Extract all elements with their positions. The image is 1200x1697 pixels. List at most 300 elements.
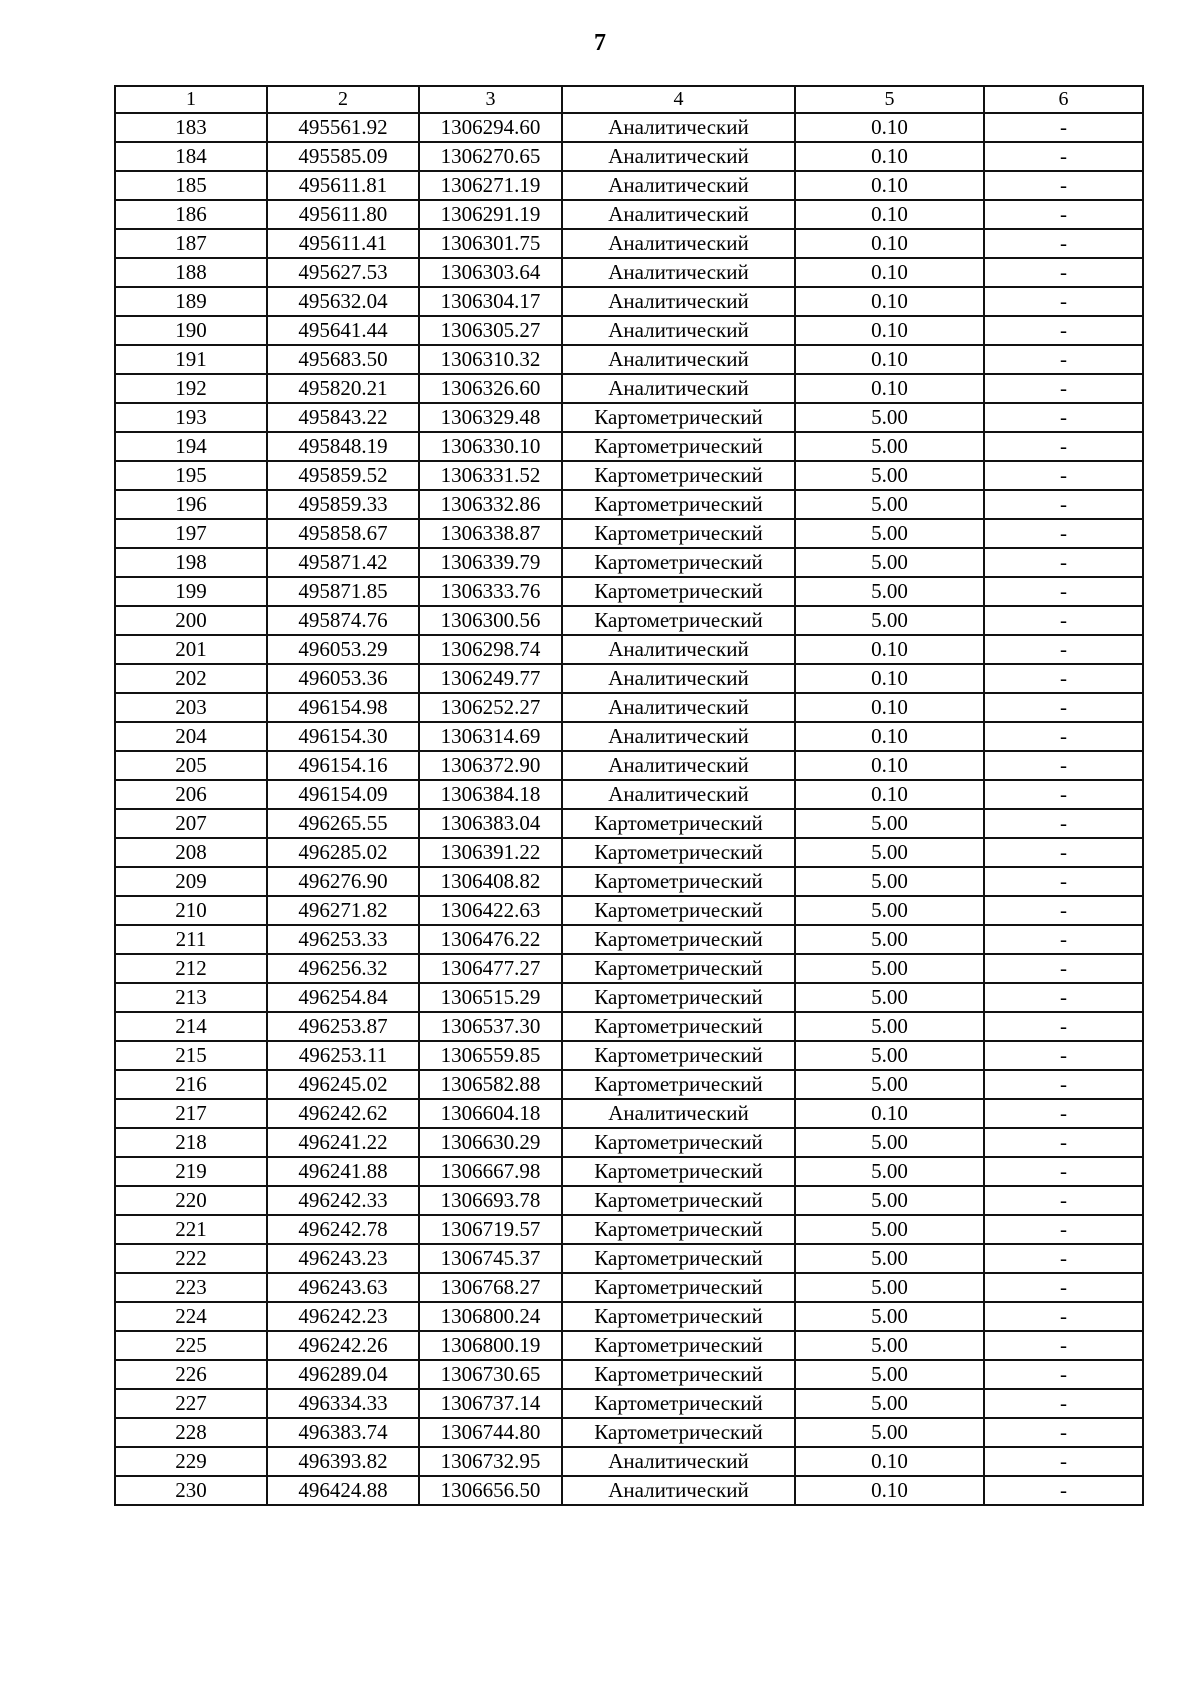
y-coordinate-cell: 1306559.85: [419, 1041, 562, 1070]
point-number-cell: 222: [115, 1244, 267, 1273]
point-number-cell: 223: [115, 1273, 267, 1302]
table-row: [115, 113, 1143, 142]
note-cell: -: [984, 1244, 1143, 1273]
x-coordinate-cell: 496154.98: [267, 693, 419, 722]
accuracy-cell: 0.10: [795, 142, 984, 171]
x-coordinate-cell: 495859.52: [267, 461, 419, 490]
accuracy-cell: 0.10: [795, 258, 984, 287]
note-cell: -: [984, 1389, 1143, 1418]
method-cell: Аналитический: [562, 316, 795, 345]
accuracy-cell: 0.10: [795, 1099, 984, 1128]
method-cell: Картометрический: [562, 577, 795, 606]
table-row: [115, 258, 1143, 287]
accuracy-cell: 5.00: [795, 1157, 984, 1186]
point-number-cell: 200: [115, 606, 267, 635]
table-row: [115, 1389, 1143, 1418]
x-coordinate-cell: 496253.87: [267, 1012, 419, 1041]
note-cell: -: [984, 1215, 1143, 1244]
accuracy-cell: 0.10: [795, 1476, 984, 1505]
x-coordinate-cell: 496241.22: [267, 1128, 419, 1157]
table-row: [115, 838, 1143, 867]
note-cell: -: [984, 1447, 1143, 1476]
method-cell: Аналитический: [562, 1476, 795, 1505]
table-row: [115, 490, 1143, 519]
method-cell: Аналитический: [562, 1447, 795, 1476]
method-cell: Картометрический: [562, 1418, 795, 1447]
column-header-1: 1: [115, 86, 267, 113]
table-row: [115, 577, 1143, 606]
method-cell: Аналитический: [562, 229, 795, 258]
table-row: [115, 374, 1143, 403]
method-cell: Картометрический: [562, 1302, 795, 1331]
method-cell: Картометрический: [562, 867, 795, 896]
x-coordinate-cell: 496289.04: [267, 1360, 419, 1389]
accuracy-cell: 5.00: [795, 1418, 984, 1447]
point-number-cell: 207: [115, 809, 267, 838]
x-coordinate-cell: 496256.32: [267, 954, 419, 983]
y-coordinate-cell: 1306332.86: [419, 490, 562, 519]
point-number-cell: 227: [115, 1389, 267, 1418]
table-row: [115, 1447, 1143, 1476]
note-cell: -: [984, 142, 1143, 171]
accuracy-cell: 5.00: [795, 1244, 984, 1273]
accuracy-cell: 5.00: [795, 1302, 984, 1331]
method-cell: Картометрический: [562, 1331, 795, 1360]
y-coordinate-cell: 1306737.14: [419, 1389, 562, 1418]
x-coordinate-cell: 496242.78: [267, 1215, 419, 1244]
point-number-cell: 217: [115, 1099, 267, 1128]
x-coordinate-cell: 496242.26: [267, 1331, 419, 1360]
accuracy-cell: 0.10: [795, 664, 984, 693]
table-row: [115, 1157, 1143, 1186]
accuracy-cell: 5.00: [795, 1215, 984, 1244]
accuracy-cell: 5.00: [795, 1186, 984, 1215]
y-coordinate-cell: 1306384.18: [419, 780, 562, 809]
method-cell: Картометрический: [562, 838, 795, 867]
y-coordinate-cell: 1306693.78: [419, 1186, 562, 1215]
method-cell: Аналитический: [562, 1099, 795, 1128]
y-coordinate-cell: 1306330.10: [419, 432, 562, 461]
column-header-2: 2: [267, 86, 419, 113]
accuracy-cell: 5.00: [795, 1012, 984, 1041]
note-cell: -: [984, 1273, 1143, 1302]
table-row: [115, 693, 1143, 722]
y-coordinate-cell: 1306719.57: [419, 1215, 562, 1244]
y-coordinate-cell: 1306732.95: [419, 1447, 562, 1476]
note-cell: -: [984, 577, 1143, 606]
x-coordinate-cell: 495843.22: [267, 403, 419, 432]
x-coordinate-cell: 496242.62: [267, 1099, 419, 1128]
y-coordinate-cell: 1306515.29: [419, 983, 562, 1012]
x-coordinate-cell: 496154.09: [267, 780, 419, 809]
accuracy-cell: 5.00: [795, 1041, 984, 1070]
y-coordinate-cell: 1306391.22: [419, 838, 562, 867]
note-cell: -: [984, 403, 1143, 432]
table-row: [115, 1476, 1143, 1505]
point-number-cell: 198: [115, 548, 267, 577]
method-cell: Аналитический: [562, 113, 795, 142]
y-coordinate-cell: 1306314.69: [419, 722, 562, 751]
note-cell: -: [984, 954, 1143, 983]
method-cell: Картометрический: [562, 1273, 795, 1302]
note-cell: -: [984, 693, 1143, 722]
x-coordinate-cell: 496253.33: [267, 925, 419, 954]
table-row: [115, 606, 1143, 635]
method-cell: Картометрический: [562, 1070, 795, 1099]
note-cell: -: [984, 229, 1143, 258]
point-number-cell: 184: [115, 142, 267, 171]
y-coordinate-cell: 1306298.74: [419, 635, 562, 664]
table-row: [115, 403, 1143, 432]
x-coordinate-cell: 496383.74: [267, 1418, 419, 1447]
note-cell: -: [984, 345, 1143, 374]
x-coordinate-cell: 496276.90: [267, 867, 419, 896]
x-coordinate-cell: 496053.36: [267, 664, 419, 693]
x-coordinate-cell: 495611.81: [267, 171, 419, 200]
table-row: [115, 461, 1143, 490]
accuracy-cell: 5.00: [795, 432, 984, 461]
point-number-cell: 190: [115, 316, 267, 345]
y-coordinate-cell: 1306333.76: [419, 577, 562, 606]
point-number-cell: 183: [115, 113, 267, 142]
method-cell: Картометрический: [562, 432, 795, 461]
point-number-cell: 186: [115, 200, 267, 229]
note-cell: -: [984, 490, 1143, 519]
y-coordinate-cell: 1306800.19: [419, 1331, 562, 1360]
note-cell: -: [984, 432, 1143, 461]
table-row: [115, 664, 1143, 693]
table-row: [115, 1041, 1143, 1070]
accuracy-cell: 0.10: [795, 345, 984, 374]
accuracy-cell: 5.00: [795, 838, 984, 867]
note-cell: -: [984, 751, 1143, 780]
x-coordinate-cell: 496243.23: [267, 1244, 419, 1273]
note-cell: -: [984, 1099, 1143, 1128]
note-cell: -: [984, 664, 1143, 693]
table-row: [115, 432, 1143, 461]
table-row: [115, 519, 1143, 548]
x-coordinate-cell: 495611.41: [267, 229, 419, 258]
y-coordinate-cell: 1306476.22: [419, 925, 562, 954]
accuracy-cell: 5.00: [795, 1128, 984, 1157]
x-coordinate-cell: 496245.02: [267, 1070, 419, 1099]
note-cell: -: [984, 374, 1143, 403]
table-row: [115, 751, 1143, 780]
accuracy-cell: 5.00: [795, 1360, 984, 1389]
note-cell: -: [984, 200, 1143, 229]
method-cell: Картометрический: [562, 925, 795, 954]
point-number-cell: 212: [115, 954, 267, 983]
note-cell: -: [984, 316, 1143, 345]
y-coordinate-cell: 1306310.32: [419, 345, 562, 374]
x-coordinate-cell: 495871.85: [267, 577, 419, 606]
method-cell: Картометрический: [562, 548, 795, 577]
method-cell: Картометрический: [562, 1360, 795, 1389]
point-number-cell: 203: [115, 693, 267, 722]
accuracy-cell: 0.10: [795, 1447, 984, 1476]
note-cell: -: [984, 461, 1143, 490]
accuracy-cell: 5.00: [795, 548, 984, 577]
column-header-6: 6: [984, 86, 1143, 113]
table-row: [115, 780, 1143, 809]
table-row: [115, 171, 1143, 200]
table-header-row: [115, 86, 1143, 113]
table-row: [115, 896, 1143, 925]
table-row: [115, 1360, 1143, 1389]
point-number-cell: 205: [115, 751, 267, 780]
accuracy-cell: 0.10: [795, 287, 984, 316]
x-coordinate-cell: 496243.63: [267, 1273, 419, 1302]
x-coordinate-cell: 495683.50: [267, 345, 419, 374]
accuracy-cell: 5.00: [795, 1331, 984, 1360]
x-coordinate-cell: 495585.09: [267, 142, 419, 171]
accuracy-cell: 0.10: [795, 780, 984, 809]
x-coordinate-cell: 495561.92: [267, 113, 419, 142]
x-coordinate-cell: 496393.82: [267, 1447, 419, 1476]
point-number-cell: 214: [115, 1012, 267, 1041]
table-row: [115, 1012, 1143, 1041]
point-number-cell: 230: [115, 1476, 267, 1505]
method-cell: Аналитический: [562, 635, 795, 664]
method-cell: Картометрический: [562, 403, 795, 432]
note-cell: -: [984, 258, 1143, 287]
method-cell: Аналитический: [562, 780, 795, 809]
y-coordinate-cell: 1306300.56: [419, 606, 562, 635]
method-cell: Картометрический: [562, 1157, 795, 1186]
point-number-cell: 208: [115, 838, 267, 867]
table-row: [115, 1186, 1143, 1215]
y-coordinate-cell: 1306331.52: [419, 461, 562, 490]
x-coordinate-cell: 495632.04: [267, 287, 419, 316]
table-row: [115, 1070, 1143, 1099]
table-body: [115, 113, 1143, 1505]
point-number-cell: 226: [115, 1360, 267, 1389]
table-row: [115, 345, 1143, 374]
method-cell: Аналитический: [562, 751, 795, 780]
table-row: [115, 635, 1143, 664]
note-cell: -: [984, 1128, 1143, 1157]
accuracy-cell: 5.00: [795, 1273, 984, 1302]
table-row: [115, 1215, 1143, 1244]
accuracy-cell: 5.00: [795, 925, 984, 954]
point-number-cell: 210: [115, 896, 267, 925]
table-row: [115, 867, 1143, 896]
x-coordinate-cell: 496242.23: [267, 1302, 419, 1331]
note-cell: -: [984, 1041, 1143, 1070]
y-coordinate-cell: 1306329.48: [419, 403, 562, 432]
accuracy-cell: 5.00: [795, 1070, 984, 1099]
accuracy-cell: 5.00: [795, 519, 984, 548]
accuracy-cell: 0.10: [795, 722, 984, 751]
accuracy-cell: 5.00: [795, 461, 984, 490]
note-cell: -: [984, 1302, 1143, 1331]
column-header-3: 3: [419, 86, 562, 113]
point-number-cell: 229: [115, 1447, 267, 1476]
point-number-cell: 216: [115, 1070, 267, 1099]
point-number-cell: 221: [115, 1215, 267, 1244]
point-number-cell: 225: [115, 1331, 267, 1360]
accuracy-cell: 0.10: [795, 374, 984, 403]
table-row: [115, 1331, 1143, 1360]
point-number-cell: 209: [115, 867, 267, 896]
accuracy-cell: 0.10: [795, 229, 984, 258]
method-cell: Аналитический: [562, 722, 795, 751]
table-row: [115, 722, 1143, 751]
x-coordinate-cell: 495874.76: [267, 606, 419, 635]
table-row: [115, 1302, 1143, 1331]
x-coordinate-cell: 495858.67: [267, 519, 419, 548]
note-cell: -: [984, 1012, 1143, 1041]
method-cell: Аналитический: [562, 693, 795, 722]
y-coordinate-cell: 1306408.82: [419, 867, 562, 896]
point-number-cell: 213: [115, 983, 267, 1012]
accuracy-cell: 0.10: [795, 693, 984, 722]
x-coordinate-cell: 496053.29: [267, 635, 419, 664]
table-row: [115, 1244, 1143, 1273]
note-cell: -: [984, 809, 1143, 838]
method-cell: Картометрический: [562, 896, 795, 925]
table-row: [115, 200, 1143, 229]
y-coordinate-cell: 1306270.65: [419, 142, 562, 171]
y-coordinate-cell: 1306372.90: [419, 751, 562, 780]
method-cell: Картометрический: [562, 1041, 795, 1070]
y-coordinate-cell: 1306422.63: [419, 896, 562, 925]
note-cell: -: [984, 1476, 1143, 1505]
y-coordinate-cell: 1306291.19: [419, 200, 562, 229]
column-header-5: 5: [795, 86, 984, 113]
note-cell: -: [984, 171, 1143, 200]
x-coordinate-cell: 495641.44: [267, 316, 419, 345]
point-number-cell: 199: [115, 577, 267, 606]
note-cell: -: [984, 722, 1143, 751]
x-coordinate-cell: 495859.33: [267, 490, 419, 519]
point-number-cell: 219: [115, 1157, 267, 1186]
note-cell: -: [984, 1418, 1143, 1447]
method-cell: Аналитический: [562, 142, 795, 171]
y-coordinate-cell: 1306294.60: [419, 113, 562, 142]
point-number-cell: 197: [115, 519, 267, 548]
method-cell: Картометрический: [562, 1186, 795, 1215]
y-coordinate-cell: 1306339.79: [419, 548, 562, 577]
note-cell: -: [984, 780, 1143, 809]
point-number-cell: 196: [115, 490, 267, 519]
point-number-cell: 202: [115, 664, 267, 693]
accuracy-cell: 0.10: [795, 316, 984, 345]
method-cell: Аналитический: [562, 345, 795, 374]
y-coordinate-cell: 1306303.64: [419, 258, 562, 287]
note-cell: -: [984, 635, 1143, 664]
page-number: 7: [594, 30, 606, 56]
note-cell: -: [984, 838, 1143, 867]
note-cell: -: [984, 548, 1143, 577]
note-cell: -: [984, 1186, 1143, 1215]
method-cell: Аналитический: [562, 171, 795, 200]
accuracy-cell: 5.00: [795, 867, 984, 896]
y-coordinate-cell: 1306271.19: [419, 171, 562, 200]
table-row: [115, 229, 1143, 258]
point-number-cell: 192: [115, 374, 267, 403]
y-coordinate-cell: 1306667.98: [419, 1157, 562, 1186]
y-coordinate-cell: 1306301.75: [419, 229, 562, 258]
accuracy-cell: 0.10: [795, 113, 984, 142]
x-coordinate-cell: 496265.55: [267, 809, 419, 838]
note-cell: -: [984, 983, 1143, 1012]
method-cell: Картометрический: [562, 461, 795, 490]
table-row: [115, 954, 1143, 983]
accuracy-cell: 0.10: [795, 751, 984, 780]
point-number-cell: 188: [115, 258, 267, 287]
y-coordinate-cell: 1306800.24: [419, 1302, 562, 1331]
method-cell: Картометрический: [562, 1012, 795, 1041]
table-row: [115, 809, 1143, 838]
table-row: [115, 1099, 1143, 1128]
y-coordinate-cell: 1306604.18: [419, 1099, 562, 1128]
method-cell: Аналитический: [562, 374, 795, 403]
x-coordinate-cell: 496242.33: [267, 1186, 419, 1215]
method-cell: Аналитический: [562, 287, 795, 316]
x-coordinate-cell: 495820.21: [267, 374, 419, 403]
method-cell: Картометрический: [562, 954, 795, 983]
x-coordinate-cell: 496285.02: [267, 838, 419, 867]
accuracy-cell: 5.00: [795, 809, 984, 838]
coordinates-table: [114, 85, 1144, 1506]
method-cell: Аналитический: [562, 664, 795, 693]
note-cell: -: [984, 925, 1143, 954]
method-cell: Картометрический: [562, 1244, 795, 1273]
y-coordinate-cell: 1306730.65: [419, 1360, 562, 1389]
accuracy-cell: 5.00: [795, 896, 984, 925]
y-coordinate-cell: 1306326.60: [419, 374, 562, 403]
x-coordinate-cell: 496154.16: [267, 751, 419, 780]
y-coordinate-cell: 1306582.88: [419, 1070, 562, 1099]
point-number-cell: 220: [115, 1186, 267, 1215]
point-number-cell: 204: [115, 722, 267, 751]
accuracy-cell: 0.10: [795, 171, 984, 200]
method-cell: Картометрический: [562, 1128, 795, 1157]
method-cell: Аналитический: [562, 258, 795, 287]
y-coordinate-cell: 1306744.80: [419, 1418, 562, 1447]
method-cell: Картометрический: [562, 1215, 795, 1244]
note-cell: -: [984, 606, 1143, 635]
point-number-cell: 211: [115, 925, 267, 954]
table-row: [115, 548, 1143, 577]
y-coordinate-cell: 1306745.37: [419, 1244, 562, 1273]
y-coordinate-cell: 1306656.50: [419, 1476, 562, 1505]
x-coordinate-cell: 496334.33: [267, 1389, 419, 1418]
point-number-cell: 194: [115, 432, 267, 461]
y-coordinate-cell: 1306304.17: [419, 287, 562, 316]
y-coordinate-cell: 1306252.27: [419, 693, 562, 722]
note-cell: -: [984, 519, 1143, 548]
y-coordinate-cell: 1306249.77: [419, 664, 562, 693]
accuracy-cell: 5.00: [795, 983, 984, 1012]
x-coordinate-cell: 496241.88: [267, 1157, 419, 1186]
note-cell: -: [984, 1070, 1143, 1099]
y-coordinate-cell: 1306305.27: [419, 316, 562, 345]
x-coordinate-cell: 496271.82: [267, 896, 419, 925]
point-number-cell: 191: [115, 345, 267, 374]
y-coordinate-cell: 1306383.04: [419, 809, 562, 838]
x-coordinate-cell: 495871.42: [267, 548, 419, 577]
point-number-cell: 189: [115, 287, 267, 316]
accuracy-cell: 0.10: [795, 200, 984, 229]
y-coordinate-cell: 1306338.87: [419, 519, 562, 548]
point-number-cell: 185: [115, 171, 267, 200]
point-number-cell: 201: [115, 635, 267, 664]
table-row: [115, 142, 1143, 171]
point-number-cell: 215: [115, 1041, 267, 1070]
table-row: [115, 925, 1143, 954]
